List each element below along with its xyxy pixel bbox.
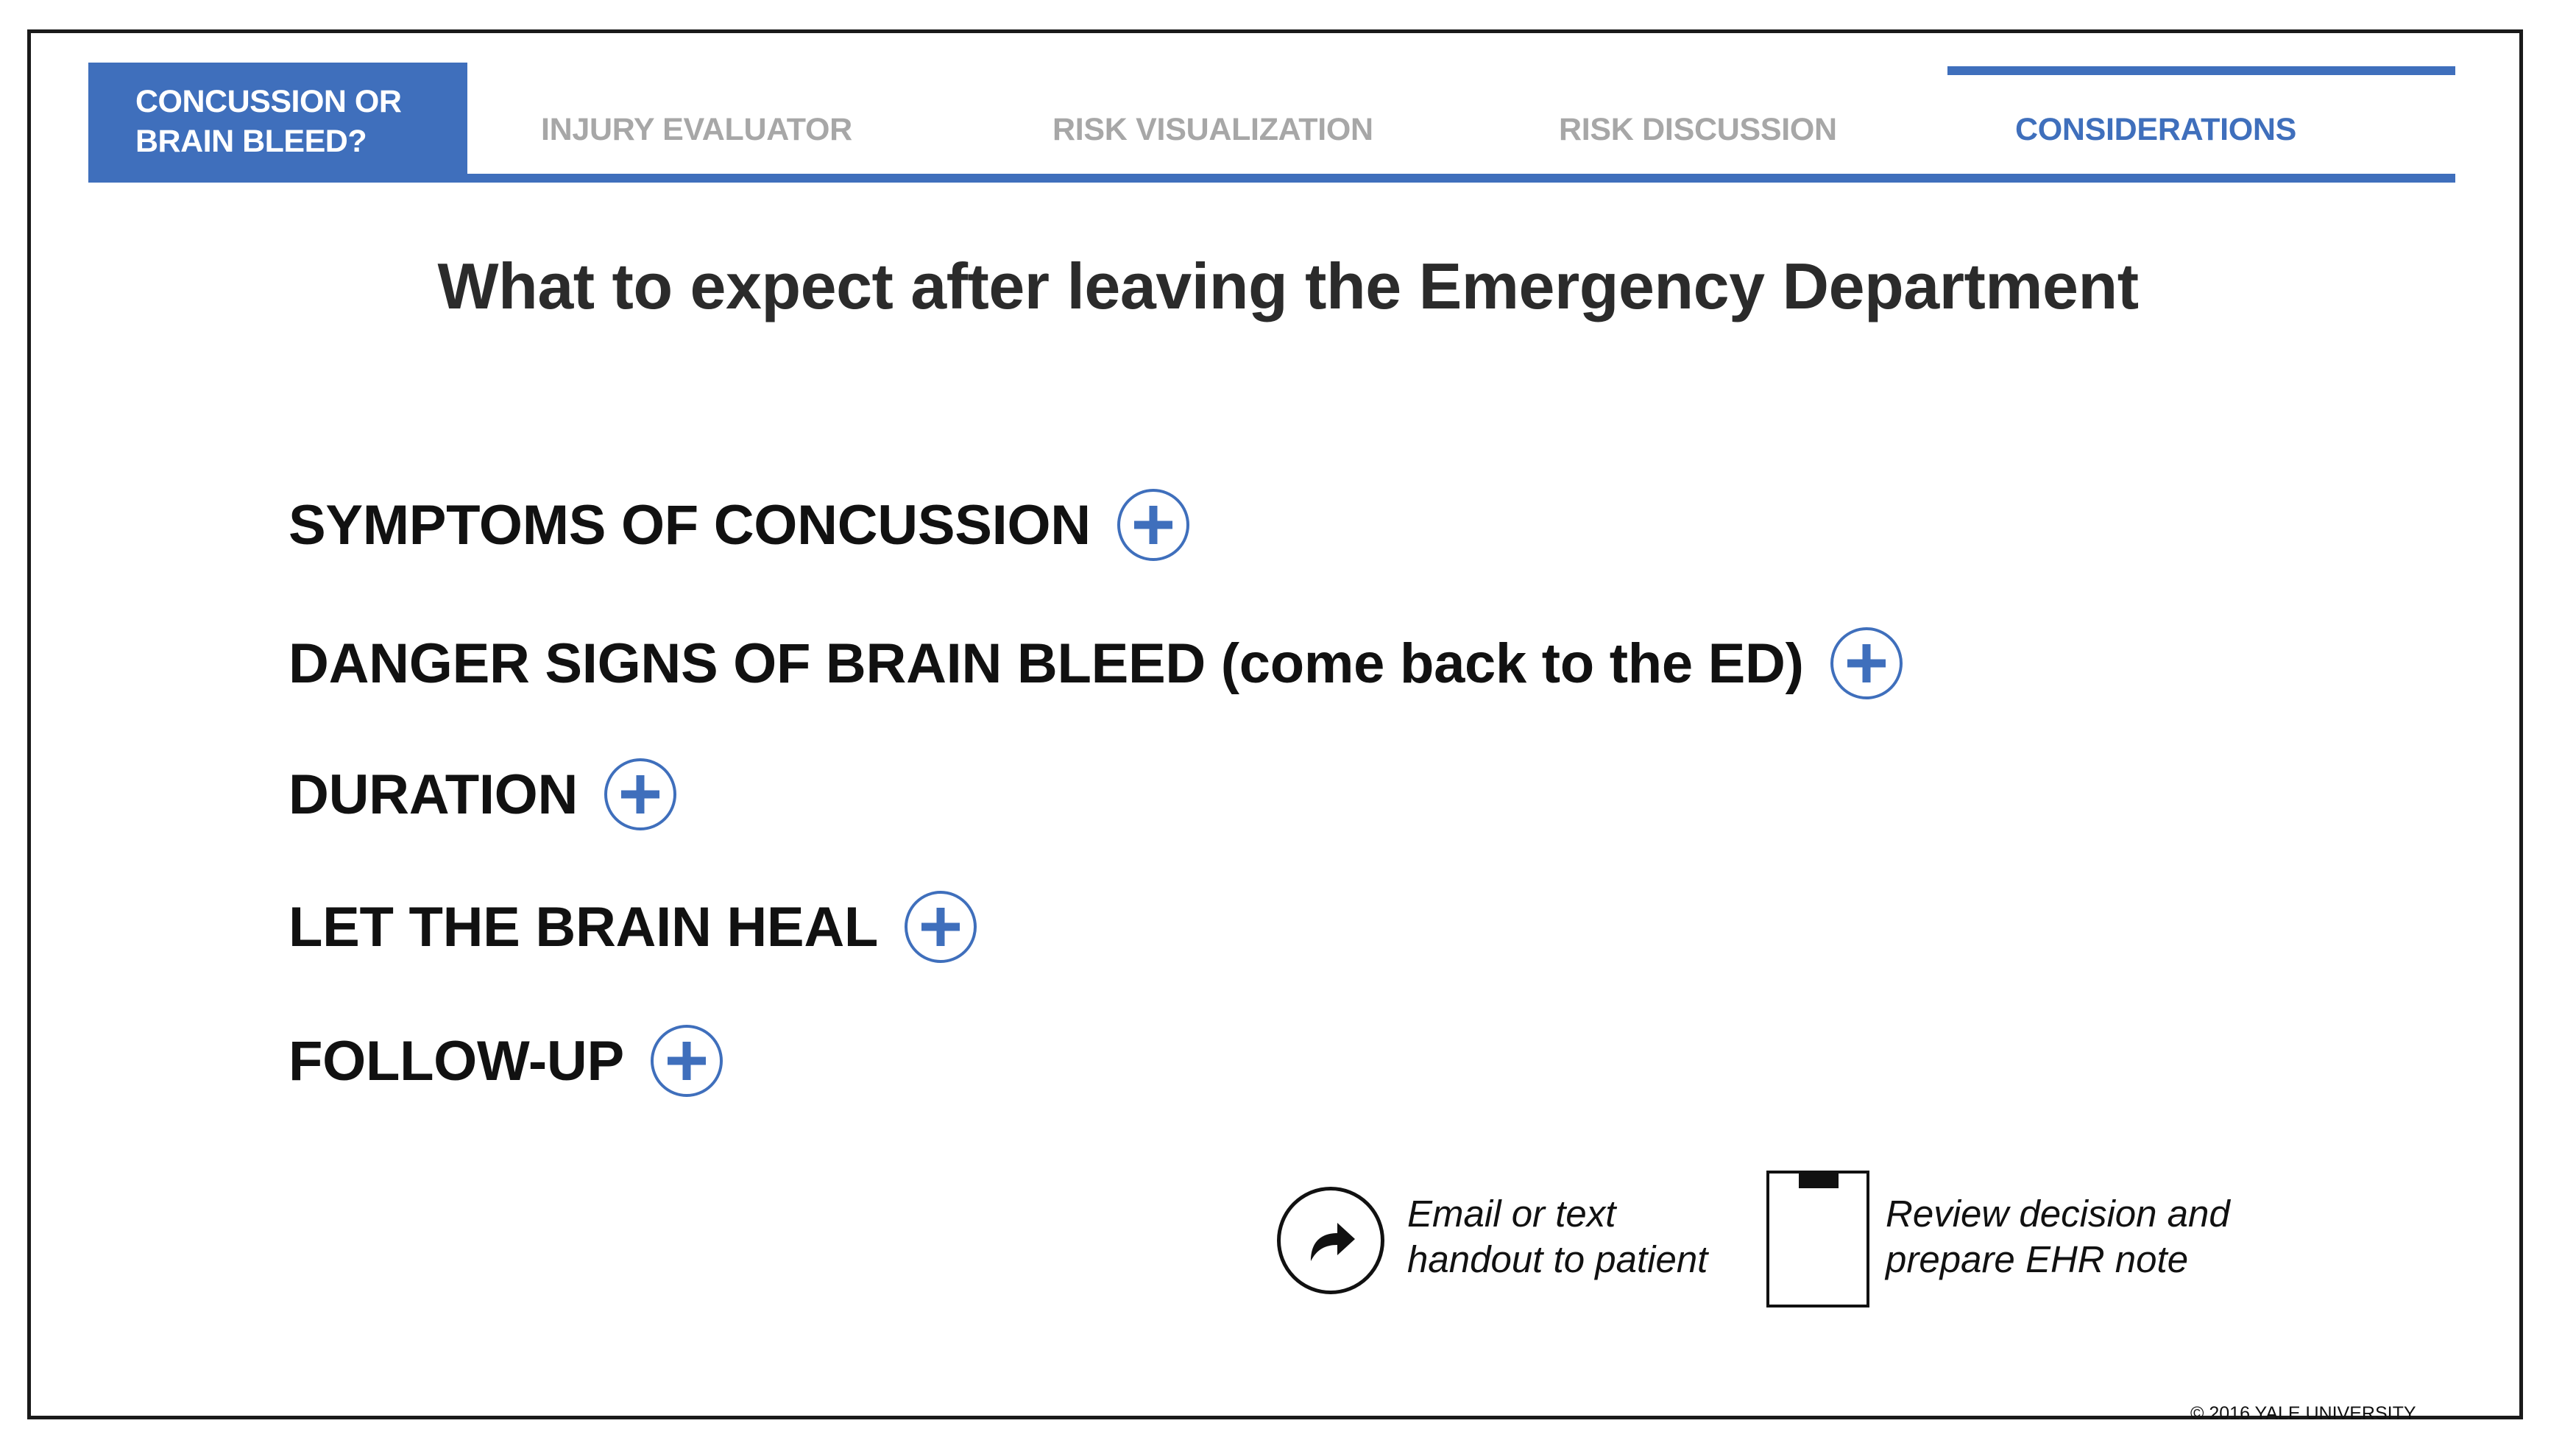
share-handout-label[interactable]: Email or text handout to patient bbox=[1407, 1193, 1708, 1280]
section-label: DURATION bbox=[289, 763, 578, 826]
section-label: LET THE BRAIN HEAL bbox=[289, 895, 879, 959]
section-follow-up[interactable] bbox=[289, 1025, 723, 1097]
section-duration[interactable] bbox=[289, 758, 676, 830]
tab-risk-visualization[interactable]: RISK VISUALIZATION bbox=[1052, 112, 1373, 147]
section-symptoms-of-concussion[interactable] bbox=[289, 489, 1189, 561]
tab-home-brand[interactable] bbox=[88, 63, 467, 183]
tab-injury-evaluator[interactable]: INJURY EVALUATOR bbox=[541, 112, 852, 147]
section-let-the-brain-heal[interactable] bbox=[289, 891, 977, 963]
brand-line-2: BRAIN BLEED? bbox=[135, 124, 367, 159]
section-label: SYMPTOMS OF CONCUSSION bbox=[289, 493, 1091, 557]
active-tab-indicator bbox=[1947, 66, 2455, 75]
plus-circle-icon[interactable] bbox=[604, 758, 676, 830]
plus-circle-icon[interactable] bbox=[905, 891, 977, 963]
copyright-footer: © 2016 YALE UNIVERSITY bbox=[2190, 1403, 2416, 1424]
plus-circle-icon[interactable] bbox=[1830, 627, 1903, 699]
tab-bar-underline bbox=[88, 174, 2455, 183]
share-arrow-icon bbox=[1306, 1218, 1358, 1264]
plus-circle-icon[interactable] bbox=[651, 1025, 723, 1097]
plus-circle-icon[interactable] bbox=[1117, 489, 1189, 561]
share-handout-button[interactable] bbox=[1277, 1187, 1384, 1294]
clipboard-clip bbox=[1799, 1174, 1839, 1188]
section-danger-signs[interactable] bbox=[289, 627, 1903, 699]
clipboard-icon[interactable] bbox=[1766, 1171, 1869, 1307]
section-label: FOLLOW-UP bbox=[289, 1029, 624, 1093]
ehr-note-label[interactable]: Review decision and prepare EHR note bbox=[1886, 1193, 2230, 1280]
brand-line-1: CONCUSSION OR bbox=[135, 84, 402, 119]
tab-risk-discussion[interactable]: RISK DISCUSSION bbox=[1559, 112, 1837, 147]
page-title: What to expect after leaving the Emergency Department bbox=[437, 250, 2139, 322]
tab-considerations[interactable]: CONSIDERATIONS bbox=[2015, 112, 2297, 147]
section-label: DANGER SIGNS OF BRAIN BLEED (come back to the ED) bbox=[289, 632, 1804, 695]
